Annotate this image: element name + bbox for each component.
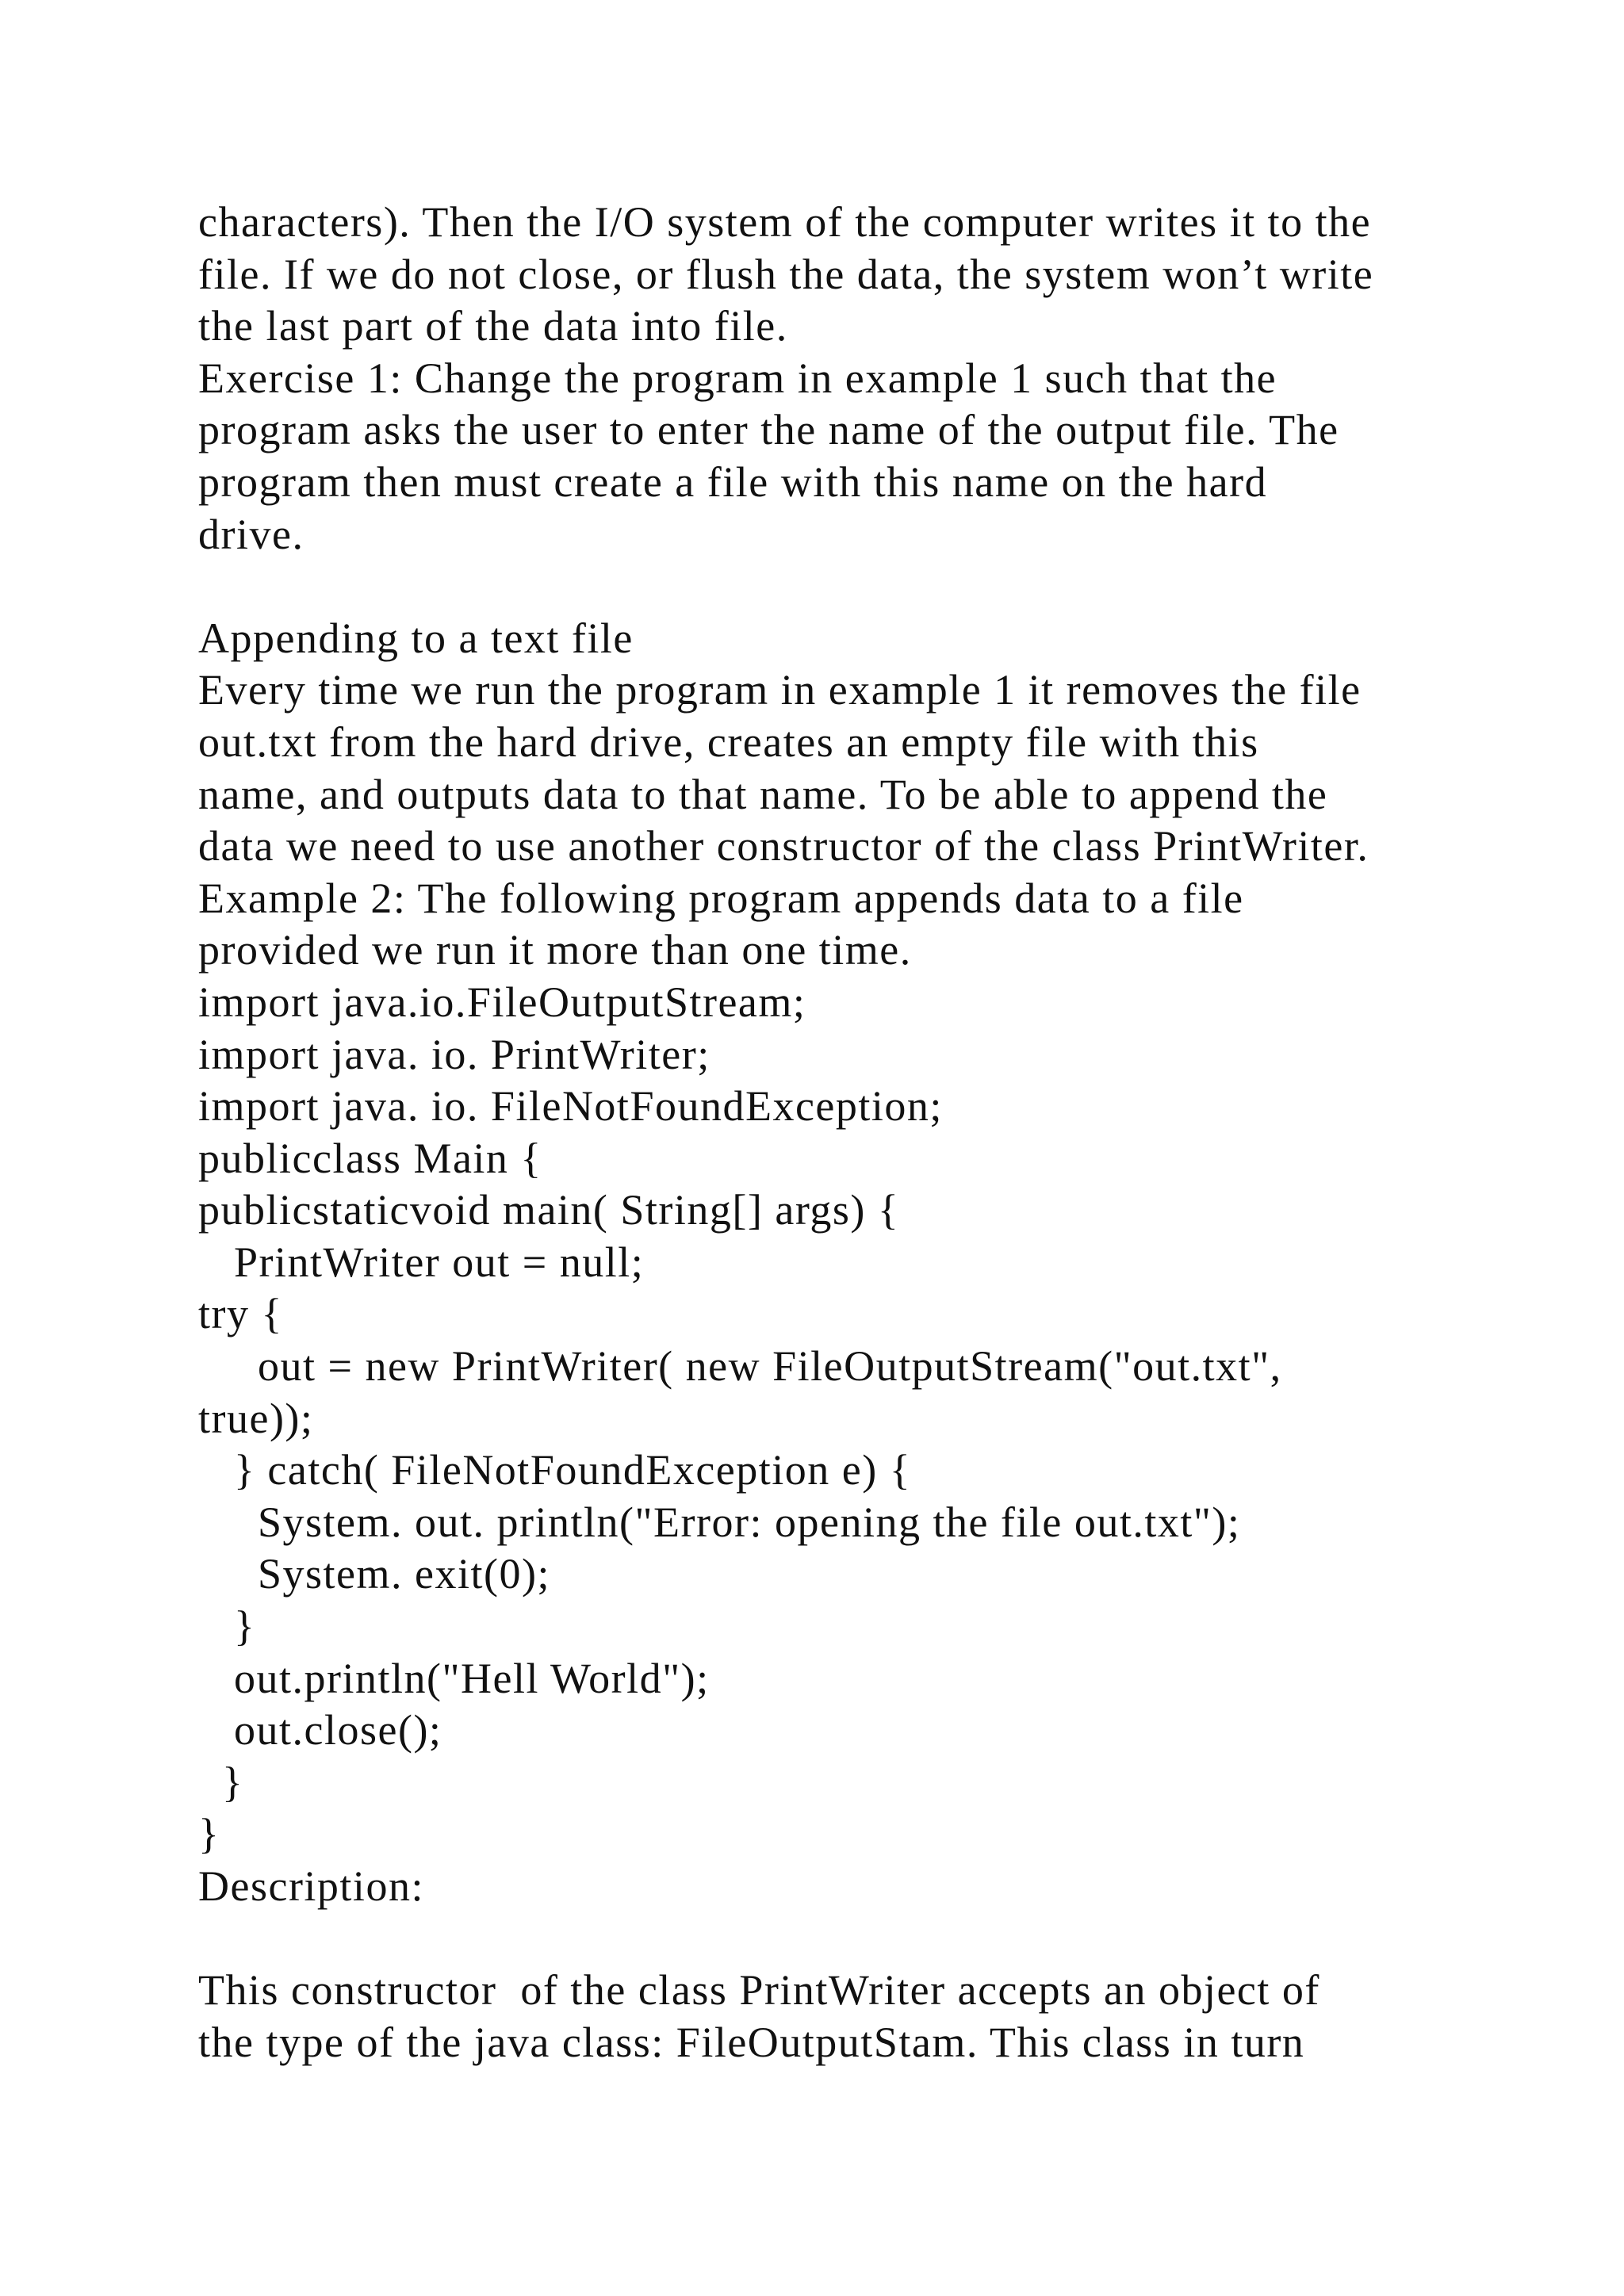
code-line: out.println("Hell World"); (198, 1654, 710, 1702)
code-line: try { (198, 1290, 283, 1338)
section-heading: Appending to a text file (198, 614, 634, 662)
blank-line (198, 1913, 1546, 1965)
code-line: import java. io. PrintWriter; (198, 1030, 710, 1078)
text-line: program then must create a file with this name on the hard (198, 457, 1268, 506)
code-line: } (198, 1602, 256, 1651)
description-label: Description: (198, 1862, 424, 1910)
code-line: } catch( FileNotFoundException e) { (198, 1446, 912, 1494)
text-line: This constructor of the class PrintWriter accepts an object of (198, 1966, 1320, 2015)
text-line: provided we run it more than one time. (198, 926, 912, 974)
blank-line (198, 561, 1546, 613)
text-line: program asks the user to enter the name of the output file. The (198, 406, 1339, 454)
example-heading-line: Example 2: The following program appends data to a file (198, 874, 1244, 922)
text-line: Every time we run the program in example 1 it removes the file (198, 666, 1362, 714)
code-line: true)); (198, 1394, 314, 1442)
code-line: System. out. println("Error: opening the file out.txt"); (198, 1498, 1241, 1546)
document-body (198, 197, 1546, 2068)
text-line: data we need to use another constructor of the class PrintWriter. (198, 822, 1369, 871)
text-line: the last part of the data into file. (198, 302, 788, 350)
text-line: file. If we do not close, or flush the data, the system won’t write (198, 250, 1374, 298)
code-line: out = new PrintWriter( new FileOutputStream("out.txt", (198, 1342, 1282, 1391)
code-line: } (198, 1758, 244, 1806)
code-line: out.close(); (198, 1706, 442, 1755)
code-line: publicstaticvoid main( String[] args) { (198, 1186, 900, 1234)
text-line: drive. (198, 510, 304, 558)
text-line: the type of the java class: FileOutputStam. This class in turn (198, 2018, 1305, 2066)
code-line: publicclass Main { (198, 1134, 542, 1182)
code-line: PrintWriter out = null; (198, 1238, 645, 1286)
code-line: } (198, 1810, 220, 1858)
text-line: name, and outputs data to that name. To be able to append the (198, 770, 1328, 818)
code-line: import java. io. FileNotFoundException; (198, 1082, 943, 1131)
text-line: characters). Then the I/O system of the computer writes it to the (198, 198, 1372, 246)
exercise-heading-line: Exercise 1: Change the program in example 1 such that the (198, 354, 1277, 402)
text-line: out.txt from the hard drive, creates an empty file with this (198, 718, 1259, 766)
code-line: System. exit(0); (198, 1550, 550, 1598)
code-line: import java.io.FileOutputStream; (198, 978, 806, 1026)
